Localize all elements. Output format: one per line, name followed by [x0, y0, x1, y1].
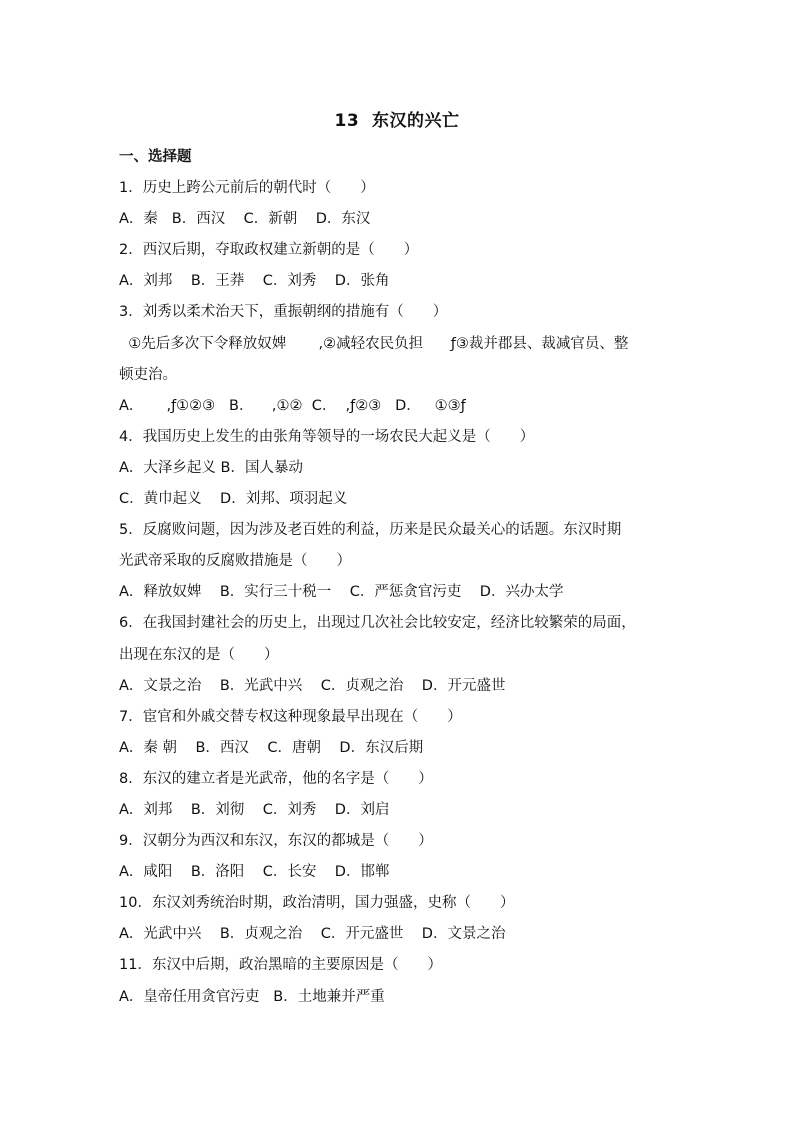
question-5: 5．反腐败问题，因为涉及老百姓的利益，历来是民众最关心的话题。东汉时期 [119, 522, 622, 539]
question-6: 6．在我国封建社会的历史上，出现过几次社会比较安定，经济比较繁荣的局面， [119, 615, 636, 632]
question-3-statements: ①先后多次下令释放奴婢 ,②减轻农民负担 ƒ③裁并郡县、裁减官员、整 [119, 335, 629, 352]
question-10: 10．东汉刘秀统治时期，政治清明，国力强盛，史称（ ） [119, 895, 515, 912]
question-1: 1．历史上跨公元前后的朝代时（ ） [119, 180, 375, 197]
question-3: 3．刘秀以柔术治天下，重振朝纲的措施有（ ） [119, 304, 448, 321]
question-2: 2．西汉后期，夺取政权建立新朝的是（ ） [119, 242, 419, 259]
question-9-options: A．咸阳 B．洛阳 C．长安 D．邯郸 [119, 864, 390, 881]
question-5-options: A．释放奴婢 B．实行三十税一 C．严惩贪官污吏 D．兴办太学 [119, 584, 564, 601]
question-1-options: A．秦 B．西汉 C．新朝 D．东汉 [119, 211, 371, 228]
question-list [119, 142, 679, 1013]
question-4-options-row-1: A．大泽乡起义 B．国人暴动 [119, 459, 303, 476]
question-3-statements-continued: 顿吏治。 [119, 366, 177, 383]
question-10-options: A．光武中兴 B．贞观之治 C．开元盛世 D．文景之治 [119, 926, 506, 943]
document-title: 13 东汉的兴亡 [334, 111, 460, 131]
question-4: 4．我国历史上发生的由张角等领导的一场农民大起义是（ ） [119, 428, 535, 445]
question-7-options: A．秦 朝 B．西汉 C．唐朝 D．东汉后期 [119, 739, 424, 756]
question-6-continued: 出现在东汉的是（ ） [119, 646, 279, 663]
question-8-options: A．刘邦 B．刘彻 C．刘秀 D．刘启 [119, 801, 390, 818]
question-9: 9．汉朝分为西汉和东汉，东汉的都城是（ ） [119, 833, 433, 850]
question-7: 7．宦官和外戚交替专权这种现象最早出现在（ ） [119, 708, 462, 725]
question-8: 8．东汉的建立者是光武帝，他的名字是（ ） [119, 770, 433, 787]
question-11: 11．东汉中后期，政治黑暗的主要原因是（ ） [119, 957, 442, 974]
question-3-options: A． ,ƒ①②③ B． ,①② C． ,ƒ②③ D． ①③ƒ [119, 397, 466, 414]
question-6-options: A．文景之治 B．光武中兴 C．贞观之治 D．开元盛世 [119, 677, 506, 694]
question-4-options-row-2: C．黄巾起义 D．刘邦、项羽起义 [119, 491, 348, 508]
question-11-options: A．皇帝任用贪官污吏 B．土地兼并严重 [119, 988, 385, 1005]
question-5-continued: 光武帝采取的反腐败措施是（ ） [119, 553, 351, 570]
question-2-options: A．刘邦 B．王莽 C．刘秀 D．张角 [119, 273, 390, 290]
section-heading: 一、选择题 [119, 149, 192, 165]
